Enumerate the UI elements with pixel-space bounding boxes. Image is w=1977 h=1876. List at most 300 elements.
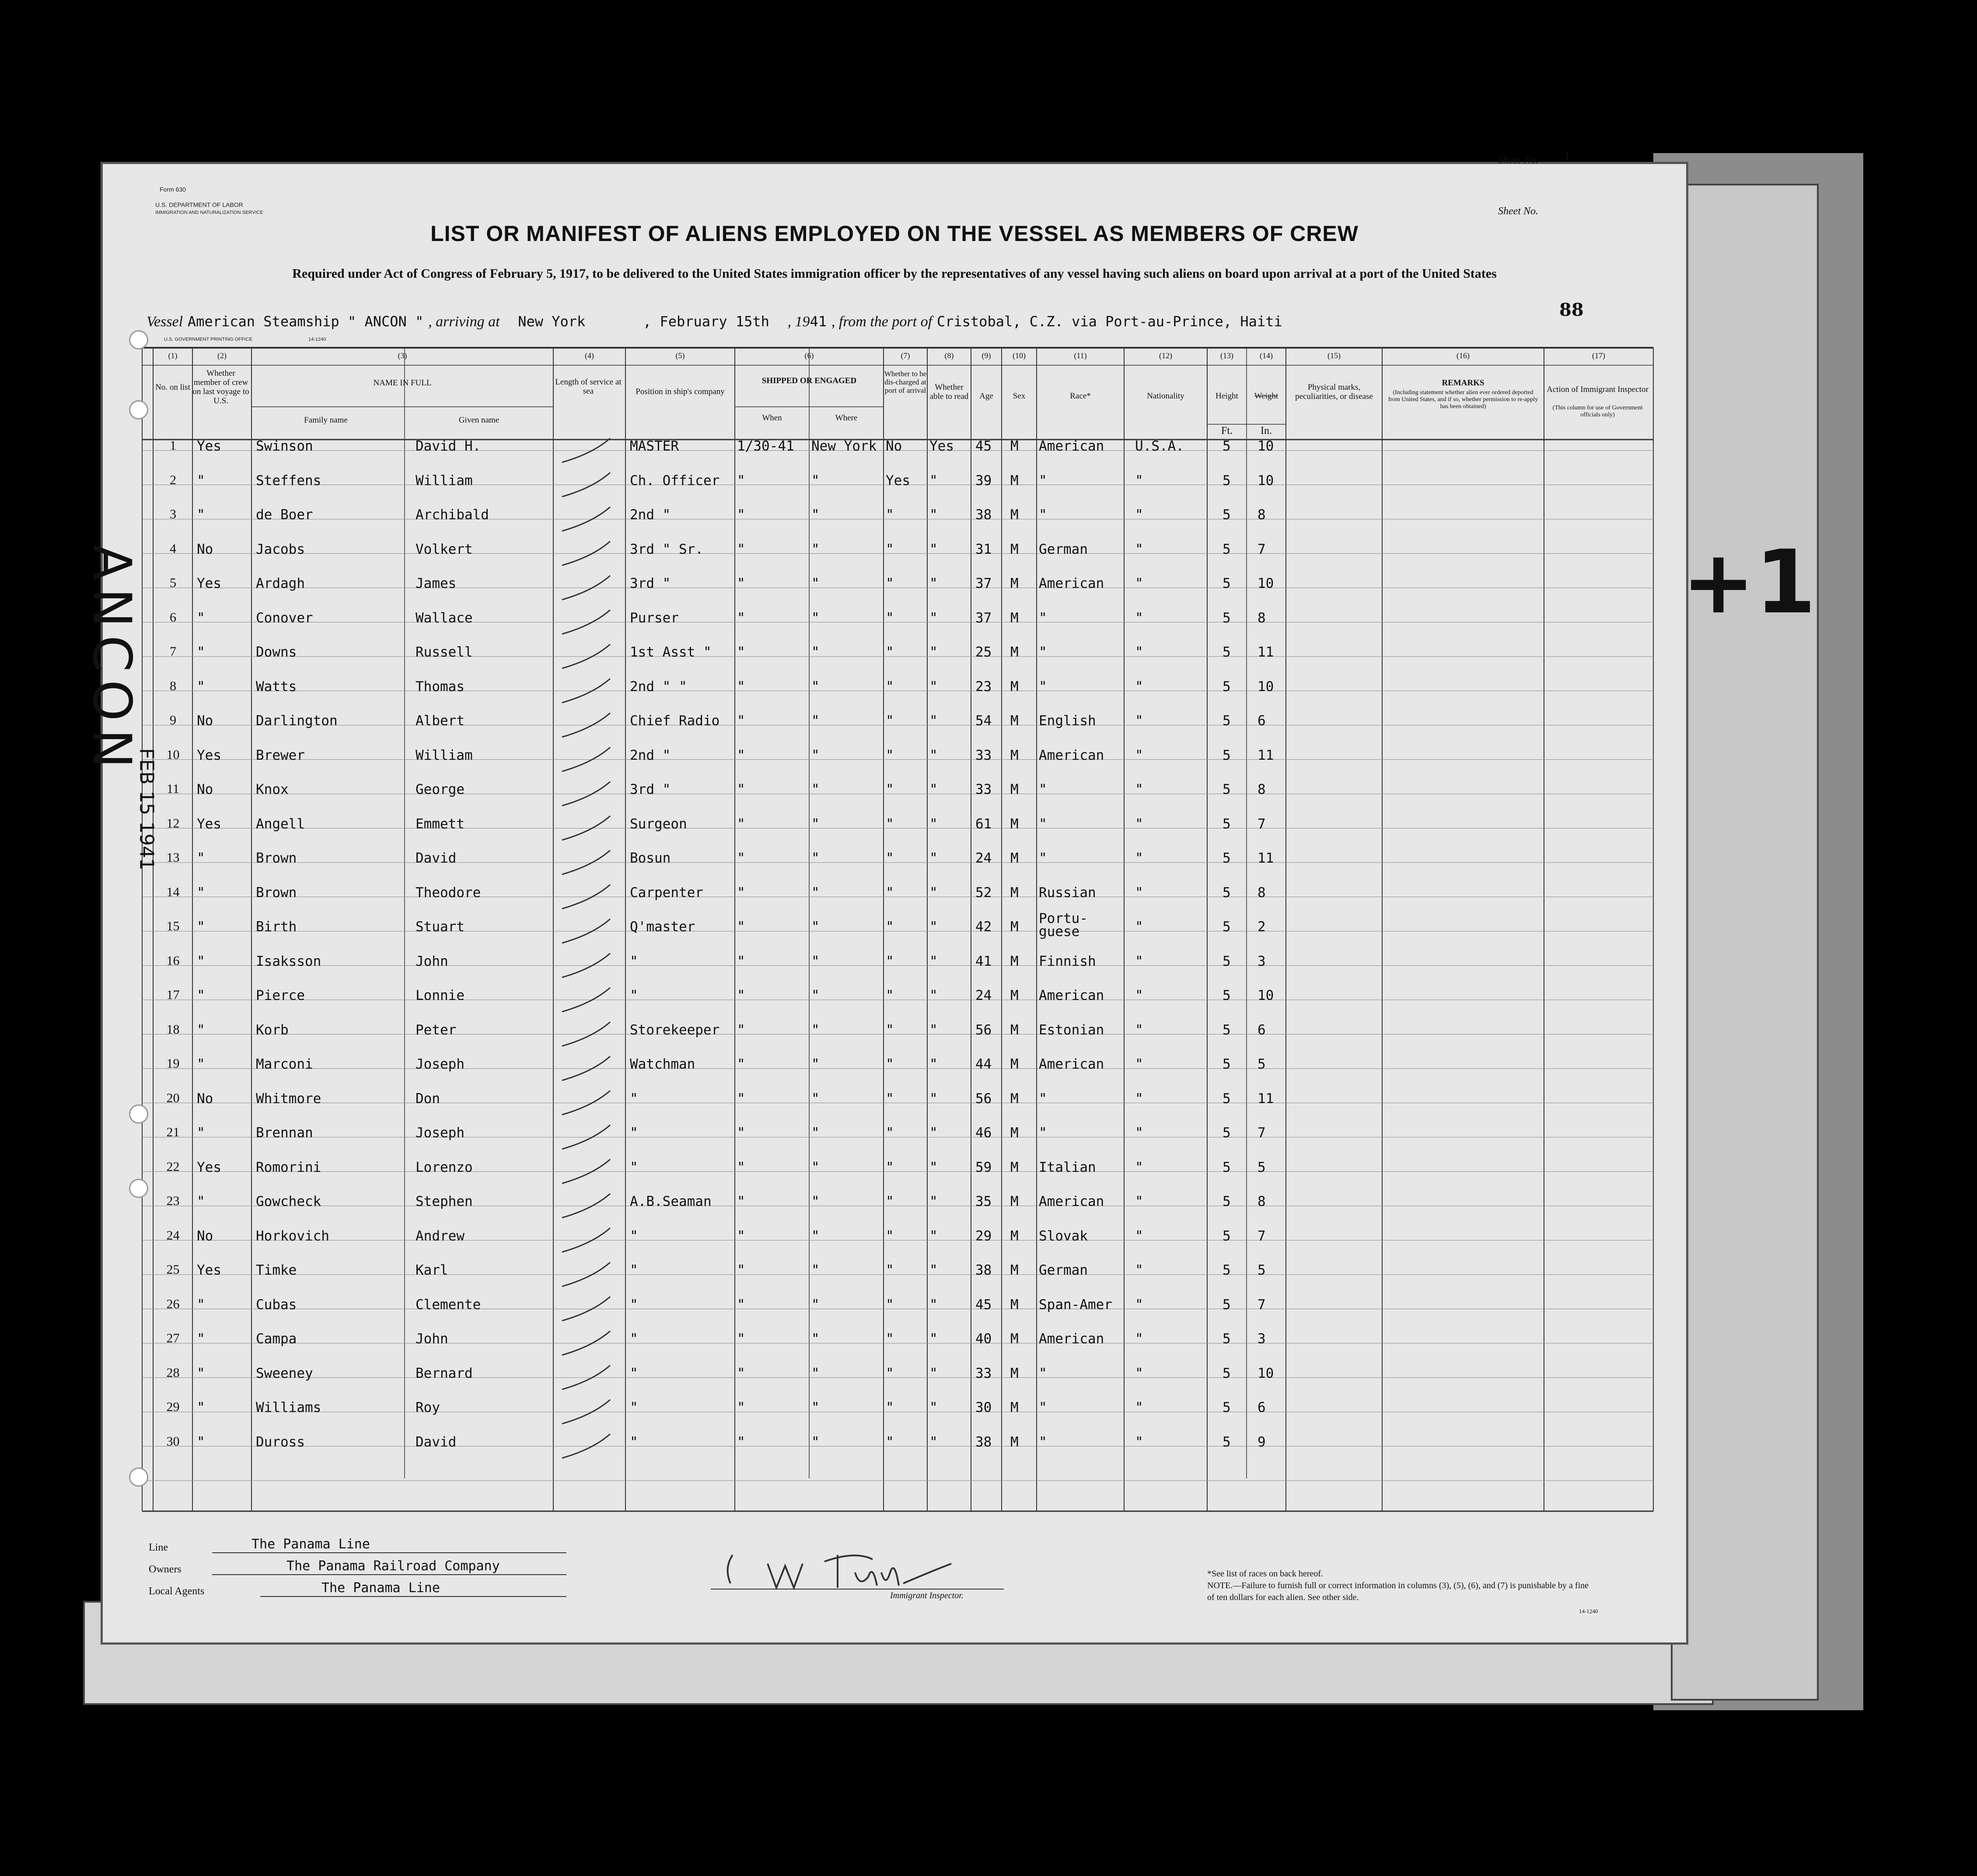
race-cell: English — [1039, 713, 1096, 729]
shipped-when-cell: " — [737, 678, 745, 695]
hdr-action: Action of Immigrant Inspector — [1547, 385, 1649, 394]
family-name-cell: Downs — [256, 644, 297, 660]
height-ft-cell: 5 — [1223, 644, 1231, 660]
height-ft-cell: 5 — [1223, 850, 1231, 866]
nationality-cell: " — [1135, 1194, 1143, 1209]
given-name-cell: William — [416, 747, 473, 763]
shipped-where-cell: " — [811, 472, 820, 489]
sex-cell: M — [1010, 610, 1019, 626]
height-ft-cell: 5 — [1223, 1365, 1231, 1381]
family-name-cell: Brennan — [256, 1125, 313, 1141]
discharged-cell: " — [886, 541, 894, 557]
nationality-cell: " — [1135, 472, 1143, 489]
hdr-in: In. — [1261, 425, 1272, 437]
position-cell: " — [630, 1296, 638, 1313]
discharged-cell: " — [886, 1125, 894, 1141]
discharged-cell: " — [886, 850, 894, 866]
age-cell: 31 — [975, 541, 992, 557]
able-to-read-cell: " — [929, 953, 938, 969]
column-number: (16) — [1457, 351, 1470, 360]
height-ft-cell: 5 — [1223, 678, 1231, 695]
race-cell: " — [1039, 1090, 1047, 1107]
discharged-cell: " — [886, 1296, 894, 1313]
position-cell: Ch. Officer — [630, 472, 720, 489]
discharged-cell: Yes — [886, 472, 910, 489]
age-cell: 38 — [975, 1262, 992, 1278]
last-voyage-cell: " — [197, 1365, 205, 1381]
height-in-cell: 11 — [1257, 747, 1274, 763]
shipped-when-cell: " — [737, 472, 745, 489]
shipped-where-cell: " — [811, 541, 820, 557]
race-cell: " — [1039, 1365, 1047, 1381]
discharged-cell: " — [886, 1434, 894, 1450]
footer-line-label: Line — [149, 1542, 168, 1553]
shipped-where-cell: " — [811, 1296, 820, 1313]
given-name-cell: David H. — [416, 438, 481, 454]
shipped-where-cell: " — [811, 713, 820, 729]
hdr-physical-marks: Physical marks, peculiarities, or disease — [1295, 383, 1373, 401]
race-cell: Estonian — [1039, 1022, 1104, 1038]
able-to-read-cell: " — [929, 1056, 938, 1072]
shipped-where-cell: " — [811, 850, 820, 866]
discharged-cell: " — [886, 1331, 894, 1347]
height-in-cell: 3 — [1257, 1331, 1266, 1347]
given-name-cell: Andrew — [416, 1228, 465, 1244]
shipped-where-cell: " — [811, 1400, 820, 1415]
position-cell: " — [630, 953, 638, 969]
from-label: , from the port of — [831, 314, 933, 330]
height-ft-cell: 5 — [1223, 1194, 1231, 1209]
nationality-cell: " — [1135, 1022, 1143, 1038]
race-cell: " — [1039, 850, 1047, 866]
given-name-cell: John — [416, 1331, 448, 1347]
shipped-where-cell: " — [811, 988, 820, 1003]
able-to-read-cell: " — [929, 1125, 938, 1141]
race-cell: Italian — [1039, 1159, 1096, 1175]
race-cell: " — [1039, 678, 1047, 695]
height-in-cell: 8 — [1257, 610, 1266, 626]
nationality-cell: " — [1135, 884, 1143, 901]
height-ft-cell: 5 — [1223, 1159, 1231, 1175]
race-cell: American — [1039, 988, 1104, 1003]
able-to-read-cell: " — [929, 919, 938, 935]
hdr-weight: Weight — [1254, 391, 1278, 401]
row-number: 23 — [166, 1194, 180, 1208]
family-name-cell: Swinson — [256, 438, 313, 454]
row-number: 9 — [170, 713, 176, 727]
sex-cell: M — [1010, 1159, 1019, 1175]
year-prefix: , 19 — [787, 314, 810, 330]
age-cell: 39 — [975, 472, 992, 489]
shipped-when-cell: " — [737, 1090, 745, 1107]
nationality-cell: " — [1135, 988, 1143, 1003]
nationality-cell: " — [1135, 1434, 1143, 1450]
nationality-cell: " — [1135, 541, 1143, 557]
column-number: (2) — [217, 351, 227, 360]
column-number: (9) — [982, 351, 991, 360]
sex-cell: M — [1010, 472, 1019, 489]
shipped-where-cell: " — [811, 1365, 820, 1381]
last-voyage-cell: " — [197, 1400, 205, 1415]
shipped-where-cell: " — [811, 1056, 820, 1072]
row-number: 13 — [166, 850, 180, 865]
last-voyage-cell: " — [197, 678, 205, 695]
sex-cell: M — [1010, 1090, 1019, 1107]
shipped-when-cell: " — [737, 988, 745, 1003]
height-ft-cell: 5 — [1223, 1331, 1231, 1347]
row-number: 24 — [166, 1228, 180, 1243]
sex-cell: M — [1010, 1056, 1019, 1072]
shipped-when-cell: " — [737, 747, 745, 763]
age-cell: 24 — [975, 850, 992, 866]
row-number: 22 — [166, 1159, 180, 1174]
height-in-cell: 9 — [1257, 1434, 1266, 1450]
height-in-cell: 10 — [1257, 1365, 1274, 1381]
last-voyage-cell: Yes — [197, 816, 221, 832]
position-cell: MASTER — [630, 438, 679, 454]
age-cell: 44 — [975, 1056, 992, 1072]
shipped-when-cell: " — [737, 507, 745, 523]
discharged-cell: " — [886, 1022, 894, 1038]
family-name-cell: Pierce — [256, 988, 305, 1003]
hdr-height: Height — [1216, 391, 1238, 401]
position-cell: Bosun — [630, 850, 671, 866]
last-voyage-cell: " — [197, 1125, 205, 1141]
age-cell: 41 — [975, 953, 992, 969]
given-name-cell: Bernard — [416, 1365, 473, 1381]
height-ft-cell: 5 — [1223, 1125, 1231, 1141]
shipped-when-cell: " — [737, 919, 745, 935]
age-cell: 25 — [975, 644, 992, 660]
hdr-discharged: Whether to be dis-charged at port of arrival — [884, 370, 927, 395]
race-cell: Russian — [1039, 884, 1096, 901]
height-ft-cell: 5 — [1223, 919, 1231, 935]
given-name-cell: William — [416, 472, 473, 489]
age-cell: 23 — [975, 678, 992, 695]
given-name-cell: Roy — [416, 1400, 440, 1415]
shipped-where-cell: " — [811, 507, 820, 523]
family-name-cell: Watts — [256, 678, 297, 695]
discharged-cell: " — [886, 644, 894, 660]
race-cell: American — [1039, 1056, 1104, 1072]
shipped-where-cell: " — [811, 1022, 820, 1038]
height-ft-cell: 5 — [1223, 747, 1231, 763]
position-cell: " — [630, 1331, 638, 1347]
height-in-cell: 10 — [1257, 988, 1274, 1003]
hdr-sex: Sex — [1013, 391, 1026, 401]
given-name-cell: Albert — [416, 713, 465, 729]
hdr-shipped-engaged: SHIPPED OR ENGAGED — [761, 376, 857, 385]
shipped-where-cell: " — [811, 576, 820, 591]
age-cell: 42 — [975, 919, 992, 935]
shipped-where-cell: " — [811, 1331, 820, 1347]
position-cell: 3rd " — [630, 782, 671, 797]
height-ft-cell: 5 — [1223, 507, 1231, 523]
sheet-no-label-2: Sheet No. — [1498, 206, 1538, 217]
printing-office: U.S. GOVERNMENT PRINTING OFFICE — [164, 337, 253, 342]
family-name-cell: Romorini — [256, 1159, 321, 1175]
row-number: 10 — [166, 747, 180, 762]
height-ft-cell: 5 — [1223, 541, 1231, 557]
shipped-when-cell: " — [737, 1194, 745, 1209]
race-cell: " — [1039, 1125, 1047, 1141]
height-ft-cell: 5 — [1223, 1022, 1231, 1038]
hdr-given-name: Given name — [458, 416, 499, 425]
given-name-cell: Volkert — [416, 541, 473, 557]
position-cell: Chief Radio — [630, 713, 720, 729]
position-cell: " — [630, 1228, 638, 1244]
column-number: (4) — [585, 351, 594, 360]
able-to-read-cell: " — [929, 644, 938, 660]
height-in-cell: 10 — [1257, 472, 1274, 489]
given-name-cell: Stephen — [416, 1194, 473, 1209]
discharged-cell: " — [886, 610, 894, 626]
age-cell: 54 — [975, 713, 992, 729]
last-voyage-cell: " — [197, 988, 205, 1003]
hdr-nationality: Nationality — [1147, 391, 1184, 401]
last-voyage-cell: No — [197, 782, 213, 797]
column-number: (6) — [804, 351, 814, 360]
race-cell: Span-Amer — [1039, 1296, 1112, 1313]
sex-cell: M — [1010, 747, 1019, 763]
able-to-read-cell: " — [929, 472, 938, 489]
height-in-cell: 7 — [1257, 1296, 1266, 1313]
discharged-cell: " — [886, 576, 894, 591]
sex-cell: M — [1010, 644, 1019, 660]
nationality-cell: " — [1135, 610, 1143, 626]
row-number: 12 — [166, 816, 180, 831]
row-number: 1 — [170, 438, 176, 453]
sex-cell: M — [1010, 816, 1019, 832]
shipped-where-cell: " — [811, 747, 820, 763]
nationality-cell: " — [1135, 1400, 1143, 1415]
able-to-read-cell: " — [929, 1228, 938, 1244]
shipped-when-cell: " — [737, 1400, 745, 1415]
family-name-cell: Darlington — [256, 713, 338, 729]
inspector-signature — [706, 1546, 1013, 1594]
last-voyage-cell: " — [197, 1434, 205, 1450]
last-voyage-cell: " — [197, 610, 205, 626]
sex-cell: M — [1010, 1331, 1019, 1347]
nationality-cell: U.S.A. — [1135, 438, 1184, 454]
able-to-read-cell: " — [929, 1296, 938, 1313]
given-name-cell: Stuart — [416, 919, 465, 935]
nationality-cell: " — [1135, 576, 1143, 591]
shipped-when-cell: " — [737, 884, 745, 901]
race-cell: " — [1039, 507, 1047, 523]
height-in-cell: 3 — [1257, 953, 1266, 969]
discharged-cell: " — [886, 713, 894, 729]
arriving-label: , arriving at — [428, 314, 500, 330]
hdr-last-voyage: Whether member of crew on last voyage to U.S. — [192, 369, 249, 405]
given-name-cell: Peter — [416, 1022, 457, 1038]
last-voyage-cell: No — [197, 713, 213, 729]
able-to-read-cell: " — [929, 713, 938, 729]
shipped-when-cell: " — [737, 782, 745, 797]
hdr-age: Age — [979, 391, 993, 401]
punch-hole — [129, 1179, 148, 1198]
family-name-cell: Conover — [256, 610, 313, 626]
discharged-cell: " — [886, 507, 894, 523]
given-name-cell: David — [416, 1434, 457, 1450]
given-name-cell: Clemente — [416, 1296, 481, 1313]
footer-agents-label: Local Agents — [149, 1586, 205, 1597]
discharged-cell: " — [886, 1194, 894, 1209]
discharged-cell: " — [886, 1090, 894, 1107]
race-cell: American — [1039, 576, 1104, 591]
family-name-cell: Timke — [256, 1262, 297, 1278]
row-number: 6 — [170, 610, 176, 625]
able-to-read-cell: " — [929, 988, 938, 1003]
height-ft-cell: 5 — [1223, 438, 1231, 454]
footer-underlines — [103, 164, 1686, 1642]
shipped-where-cell: " — [811, 953, 820, 969]
page-count-mark: 88 — [1559, 300, 1584, 320]
race-cell: " — [1039, 610, 1047, 626]
shipped-where-cell: " — [811, 1159, 820, 1175]
given-name-cell: Lorenzo — [416, 1159, 473, 1175]
from-port-value: Cristobal, C.Z. via Port-au-Prince, Haiti — [936, 313, 1282, 330]
note-penalty: NOTE.—Failure to furnish full or correct information in columns (3), (5), (6), and (7) is punishable by a fine of ten dollars for each alien. See other side. — [1207, 1581, 1589, 1602]
height-in-cell: 7 — [1257, 541, 1266, 557]
age-cell: 33 — [975, 782, 992, 797]
position-cell: A.B.Seaman — [630, 1194, 712, 1209]
able-to-read-cell: " — [929, 576, 938, 591]
height-ft-cell: 5 — [1223, 782, 1231, 797]
sex-cell: M — [1010, 782, 1019, 797]
height-in-cell: 8 — [1257, 1194, 1266, 1209]
last-voyage-cell: " — [197, 507, 205, 523]
shipped-where-cell: " — [811, 1262, 820, 1278]
height-ft-cell: 5 — [1223, 884, 1231, 901]
given-name-cell: Archibald — [416, 507, 489, 523]
shipped-where-cell: " — [811, 1125, 820, 1141]
height-in-cell: 6 — [1257, 1022, 1266, 1038]
age-cell: 38 — [975, 1434, 992, 1450]
shipped-when-cell: " — [737, 850, 745, 866]
given-name-cell: Emmett — [416, 816, 465, 832]
row-number: 14 — [166, 884, 180, 899]
family-name-cell: Williams — [256, 1400, 321, 1415]
footer-line-value: The Panama Line — [251, 1537, 370, 1552]
column-number: (13) — [1220, 351, 1233, 360]
nationality-cell: " — [1135, 1296, 1143, 1313]
discharged-cell: " — [886, 988, 894, 1003]
able-to-read-cell: " — [929, 1434, 938, 1450]
given-name-cell: Don — [416, 1090, 440, 1107]
age-cell: 56 — [975, 1090, 992, 1107]
punch-hole — [129, 330, 148, 349]
last-voyage-cell: " — [197, 850, 205, 866]
nationality-cell: " — [1135, 678, 1143, 695]
height-ft-cell: 5 — [1223, 988, 1231, 1003]
family-name-cell: Angell — [256, 816, 305, 832]
last-voyage-cell: No — [197, 1228, 213, 1244]
punch-hole — [129, 400, 148, 419]
margin-ship-name: ANCON — [81, 544, 142, 776]
column-number: (14) — [1260, 351, 1273, 360]
shipped-where-cell: " — [811, 884, 820, 901]
hdr-no-on-list: No. on list — [155, 383, 190, 392]
last-voyage-cell: " — [197, 1022, 205, 1038]
vessel-value: American Steamship " ANCON " — [187, 313, 424, 330]
able-to-read-cell: " — [929, 541, 938, 557]
discharged-cell: " — [886, 953, 894, 969]
row-number: 2 — [170, 472, 176, 487]
age-cell: 45 — [975, 1296, 992, 1313]
shipped-when-cell: 1/30-41 — [737, 438, 794, 454]
shipped-when-cell: " — [737, 610, 745, 626]
able-to-read-cell: " — [929, 1159, 938, 1175]
family-name-cell: Horkovich — [256, 1228, 329, 1244]
shipped-where-cell: New York — [811, 438, 877, 454]
position-cell: " — [630, 1159, 638, 1175]
height-ft-cell: 5 — [1223, 953, 1231, 969]
row-number: 5 — [170, 576, 176, 590]
nationality-cell: " — [1135, 507, 1143, 523]
nationality-cell: " — [1135, 1056, 1143, 1072]
sheet-no-value: 1 — [1564, 150, 1571, 163]
age-cell: 52 — [975, 884, 992, 901]
nationality-cell: " — [1135, 644, 1143, 660]
arriving-value: New York — [518, 313, 586, 330]
race-cell: American — [1039, 1194, 1104, 1209]
able-to-read-cell: " — [929, 1262, 938, 1278]
height-ft-cell: 5 — [1223, 816, 1231, 832]
service-label: IMMIGRATION AND NATURALIZATION SERVICE — [155, 210, 263, 215]
able-to-read-cell: " — [929, 1331, 938, 1347]
discharged-cell: " — [886, 1400, 894, 1415]
position-cell: 3rd " Sr. — [630, 541, 703, 557]
height-in-cell: 7 — [1257, 816, 1266, 832]
manifest-subtitle: Required under Act of Congress of February 5, 1917, to be delivered to the United States immigration officer by the representatives of any vessel having such aliens on board upon arrival at a port of the United States — [292, 266, 1497, 281]
hdr-when: When — [762, 413, 782, 423]
given-name-cell: Karl — [416, 1262, 448, 1278]
nationality-cell: " — [1135, 1090, 1143, 1107]
sex-cell: M — [1010, 1262, 1019, 1278]
age-cell: 56 — [975, 1022, 992, 1038]
sex-cell: M — [1010, 541, 1019, 557]
note-races: *See list of races on back hereof. — [1207, 1569, 1323, 1579]
able-to-read-cell: " — [929, 1365, 938, 1381]
row-number: 17 — [166, 988, 180, 1002]
hdr-race: Race* — [1070, 391, 1091, 401]
height-in-cell: 8 — [1257, 782, 1266, 797]
height-ft-cell: 5 — [1223, 472, 1231, 489]
age-cell: 59 — [975, 1159, 992, 1175]
race-cell: American — [1039, 438, 1104, 454]
row-number: 28 — [166, 1365, 180, 1380]
discharged-cell: " — [886, 1056, 894, 1072]
able-to-read-cell: " — [929, 747, 938, 763]
height-in-cell: 11 — [1257, 1090, 1274, 1107]
position-cell: " — [630, 988, 638, 1003]
height-ft-cell: 5 — [1223, 1434, 1231, 1450]
shipped-when-cell: " — [737, 1159, 745, 1175]
family-name-cell: Gowcheck — [256, 1194, 321, 1209]
last-voyage-cell: " — [197, 953, 205, 969]
column-number: (7) — [901, 351, 910, 360]
sex-cell: M — [1010, 1228, 1019, 1244]
last-voyage-cell: " — [197, 1331, 205, 1347]
family-name-cell: Brewer — [256, 747, 305, 763]
column-number: (1) — [168, 351, 178, 360]
position-cell: 2nd " — [630, 507, 671, 523]
column-number: (12) — [1159, 351, 1172, 360]
age-cell: 38 — [975, 507, 992, 523]
family-name-cell: de Boer — [256, 507, 313, 523]
age-cell: 24 — [975, 988, 992, 1003]
